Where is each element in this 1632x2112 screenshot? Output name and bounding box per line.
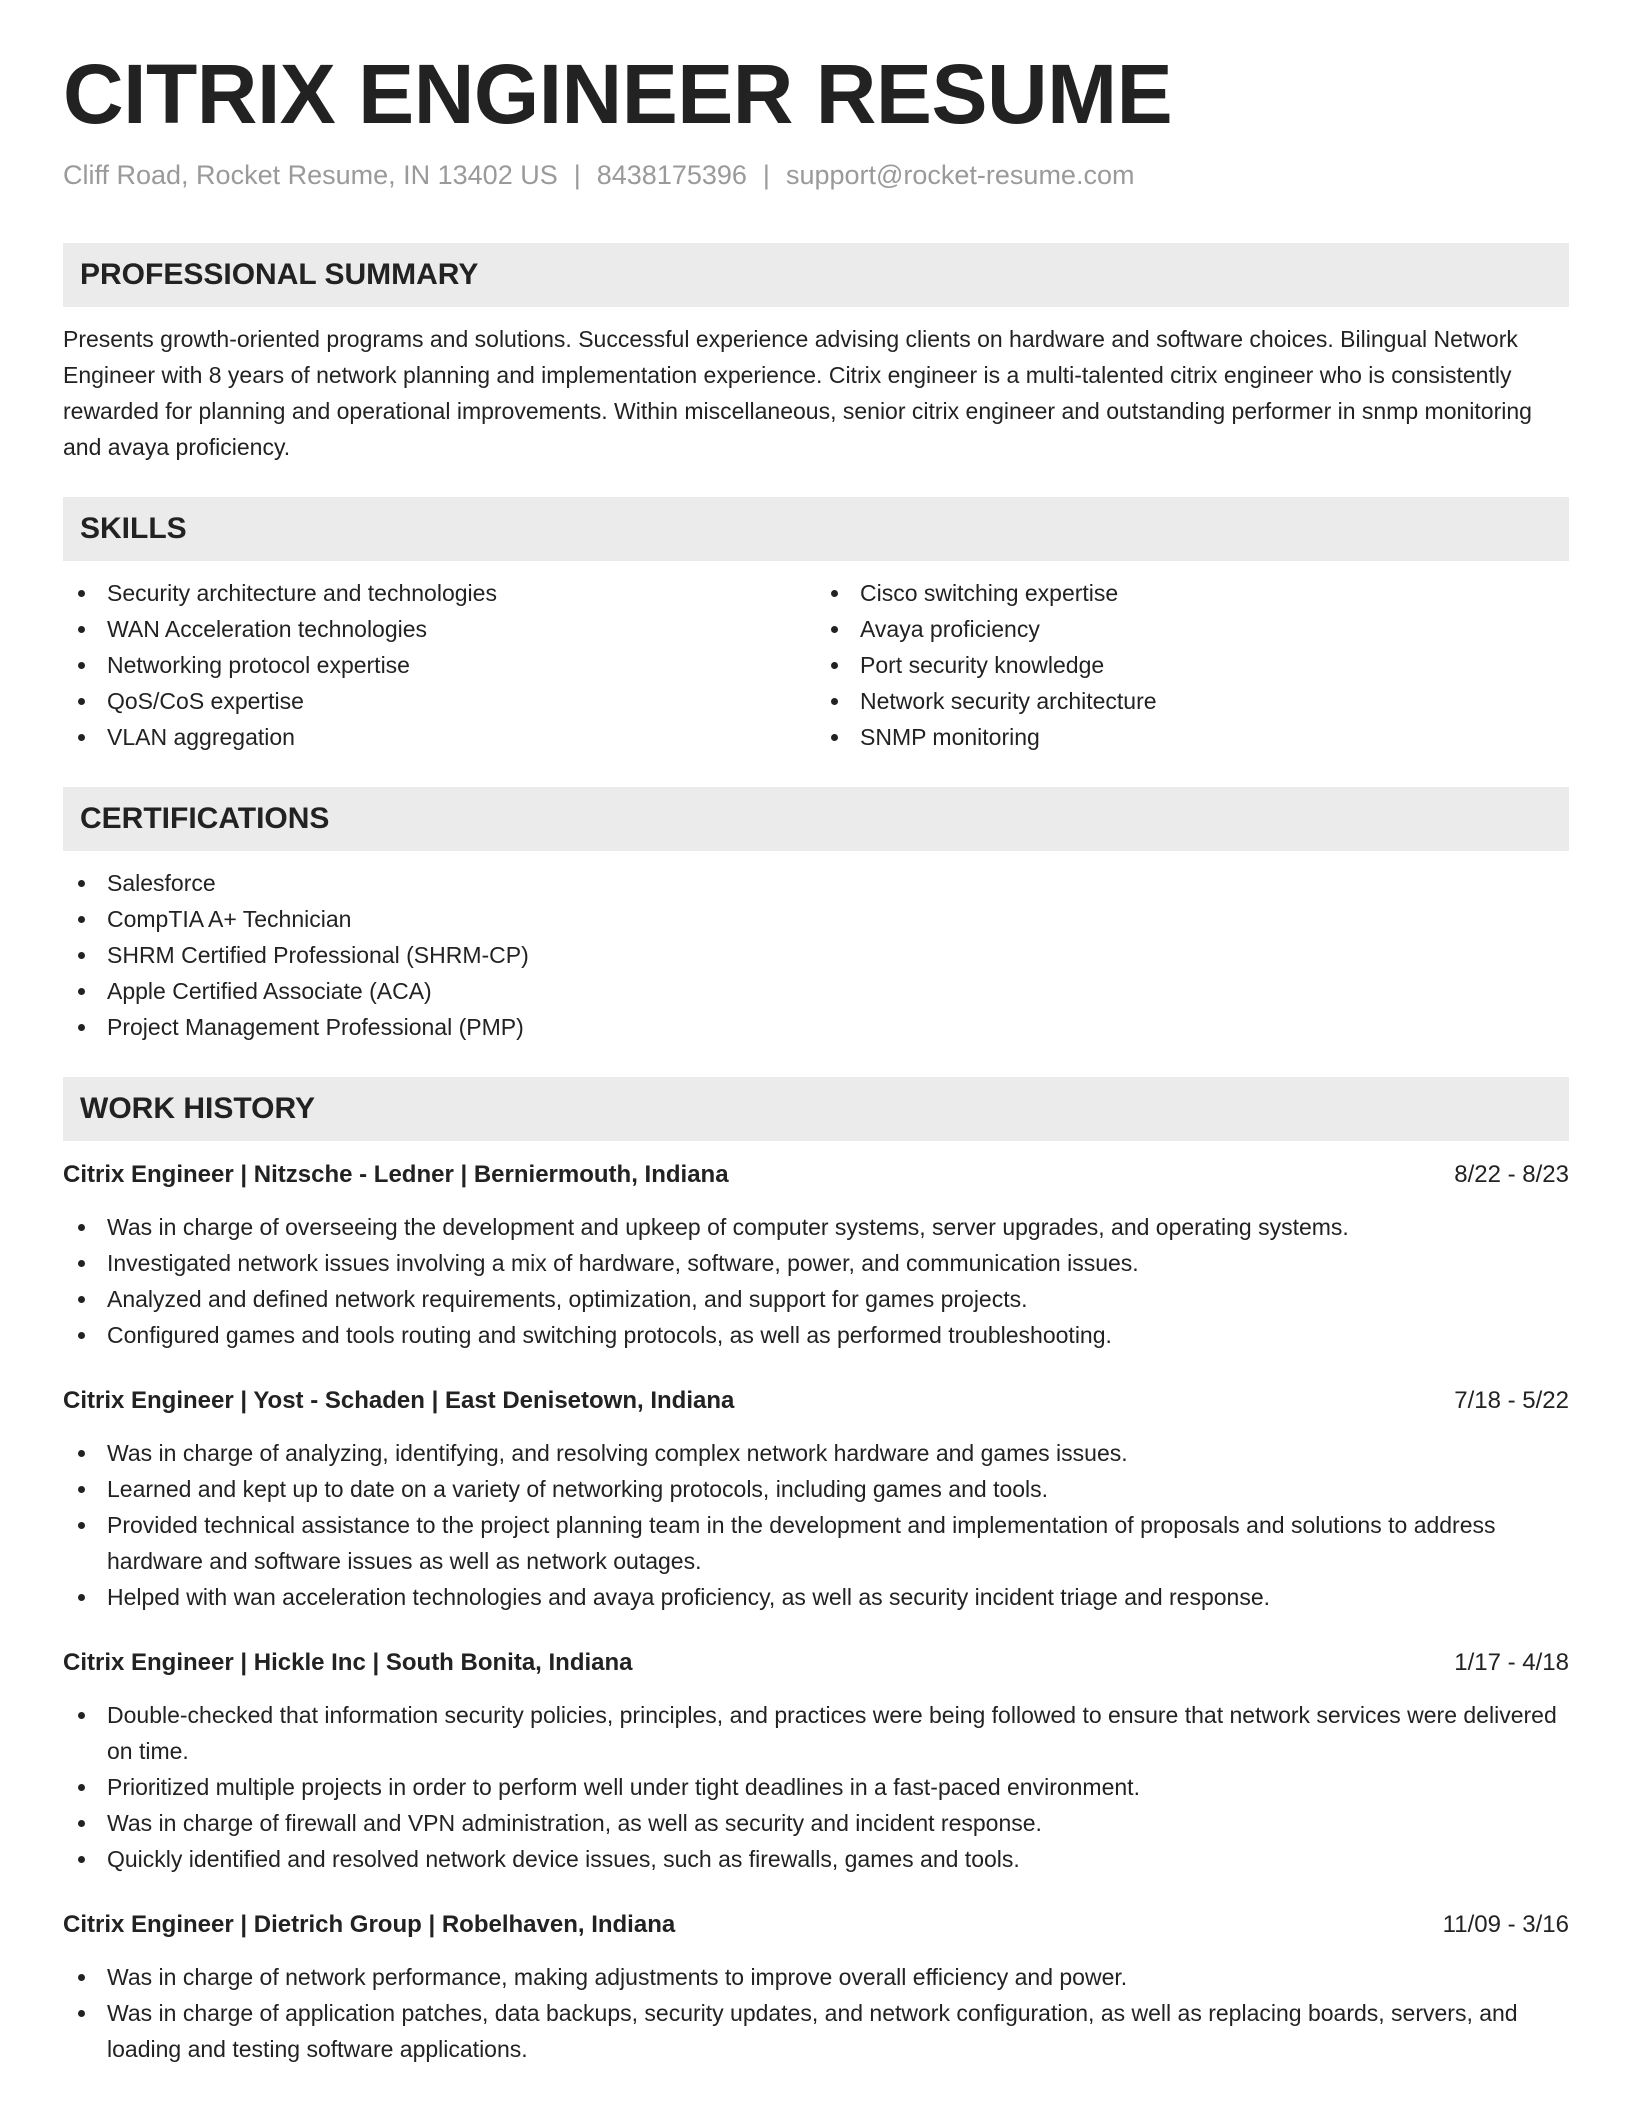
section-header-skills: SKILLS (63, 497, 1569, 561)
job-bullet: Was in charge of analyzing, identifying, and resolving complex network hardware and games issues. (63, 1435, 1569, 1471)
job-bullet: Investigated network issues involving a mix of hardware, software, power, and communication issues. (63, 1245, 1569, 1281)
job-header (63, 1157, 1569, 1193)
summary-text: Presents growth-oriented programs and solutions. Successful experience advising clients on hardware and software choices. Bilingual Network Engineer with 8 years of network planning and implementation experience. Citrix engineer is a multi-talented citrix engineer who is consistently rewarded for planning and operational improvements. Within miscellaneous, senior citrix engineer and outstanding performer in snmp monitoring and avaya proficiency. (63, 326, 1532, 461)
skill-item: QoS/CoS expertise (63, 683, 816, 719)
job-bullets (63, 1209, 1569, 1353)
job-entry (63, 1645, 1569, 1877)
certification-item: Apple Certified Associate (ACA) (63, 973, 1569, 1009)
contact-email: support@rocket-resume.com (785, 160, 1135, 191)
job-dates: 11/09 - 3/16 (1442, 1911, 1569, 1939)
skill-item: Port security knowledge (816, 647, 1569, 683)
section-header-work-history: WORK HISTORY (63, 1077, 1569, 1141)
contact-line (63, 160, 1569, 191)
job-entry (63, 1907, 1569, 2067)
job-bullet: Learned and kept up to date on a variety of networking protocols, including games and tools. (63, 1471, 1569, 1507)
contact-separator: | (573, 160, 581, 191)
job-bullet: Helped with wan acceleration technologies and avaya proficiency, as well as security incident triage and response. (63, 1579, 1569, 1615)
resume-title: CITRIX ENGINEER RESUME (63, 47, 1173, 141)
section-header-summary: PROFESSIONAL SUMMARY (63, 243, 1569, 307)
job-bullet: Prioritized multiple projects in order to perform well under tight deadlines in a fast-paced environment. (63, 1769, 1569, 1805)
job-bullet: Was in charge of network performance, making adjustments to improve overall efficiency and power. (63, 1959, 1569, 1995)
job-bullets (63, 1697, 1569, 1877)
job-bullet: Configured games and tools routing and switching protocols, as well as performed troubleshooting. (63, 1317, 1569, 1353)
job-bullet: Quickly identified and resolved network device issues, such as firewalls, games and tools. (63, 1841, 1569, 1877)
certification-item: SHRM Certified Professional (SHRM-CP) (63, 937, 1569, 973)
job-bullets (63, 1959, 1569, 2067)
skills-column-right (816, 575, 1569, 755)
certification-item: Project Management Professional (PMP) (63, 1009, 1569, 1045)
skill-item: Network security architecture (816, 683, 1569, 719)
skill-item: Avaya proficiency (816, 611, 1569, 647)
contact-phone: 8438175396 (596, 160, 747, 191)
skill-item: Cisco switching expertise (816, 575, 1569, 611)
contact-address: Cliff Road, Rocket Resume, IN 13402 US (63, 160, 558, 191)
job-dates: 8/22 - 8/23 (1454, 1161, 1569, 1189)
job-title: Citrix Engineer | Nitzsche - Ledner | Berniermouth, Indiana (63, 1161, 729, 1189)
skill-item: WAN Acceleration technologies (63, 611, 816, 647)
job-title: Citrix Engineer | Hickle Inc | South Bonita, Indiana (63, 1649, 633, 1677)
job-header (63, 1645, 1569, 1681)
skills-list (63, 575, 1569, 755)
job-title: Citrix Engineer | Dietrich Group | Robelhaven, Indiana (63, 1911, 676, 1939)
contact-separator: | (762, 160, 770, 191)
job-entry (63, 1383, 1569, 1615)
certification-item: CompTIA A+ Technician (63, 901, 1569, 937)
job-dates: 7/18 - 5/22 (1454, 1387, 1569, 1415)
certifications-list (63, 865, 1569, 1045)
skill-item: Security architecture and technologies (63, 575, 816, 611)
job-bullet: Was in charge of application patches, data backups, security updates, and network configuration, as well as replacing boards, servers, and loading and testing software applications. (63, 1995, 1569, 2067)
job-title: Citrix Engineer | Yost - Schaden | East Denisetown, Indiana (63, 1387, 735, 1415)
job-entry (63, 1157, 1569, 1353)
certification-item: Salesforce (63, 865, 1569, 901)
skill-item: Networking protocol expertise (63, 647, 816, 683)
skill-item: VLAN aggregation (63, 719, 816, 755)
skills-column-left (63, 575, 816, 755)
skill-item: SNMP monitoring (816, 719, 1569, 755)
section-header-certifications: CERTIFICATIONS (63, 787, 1569, 851)
job-bullet: Double-checked that information security policies, principles, and practices were being followed to ensure that network services were delivered on time. (63, 1697, 1569, 1769)
job-bullet: Was in charge of overseeing the development and upkeep of computer systems, server upgrades, and operating systems. (63, 1209, 1569, 1245)
job-bullet: Provided technical assistance to the project planning team in the development and implementation of proposals and solutions to address hardware and software issues as well as network outages. (63, 1507, 1569, 1579)
job-bullet: Analyzed and defined network requirements, optimization, and support for games projects. (63, 1281, 1569, 1317)
job-bullet: Was in charge of firewall and VPN administration, as well as security and incident response. (63, 1805, 1569, 1841)
job-bullets (63, 1435, 1569, 1615)
job-header (63, 1907, 1569, 1943)
job-header (63, 1383, 1569, 1419)
job-dates: 1/17 - 4/18 (1454, 1649, 1569, 1677)
